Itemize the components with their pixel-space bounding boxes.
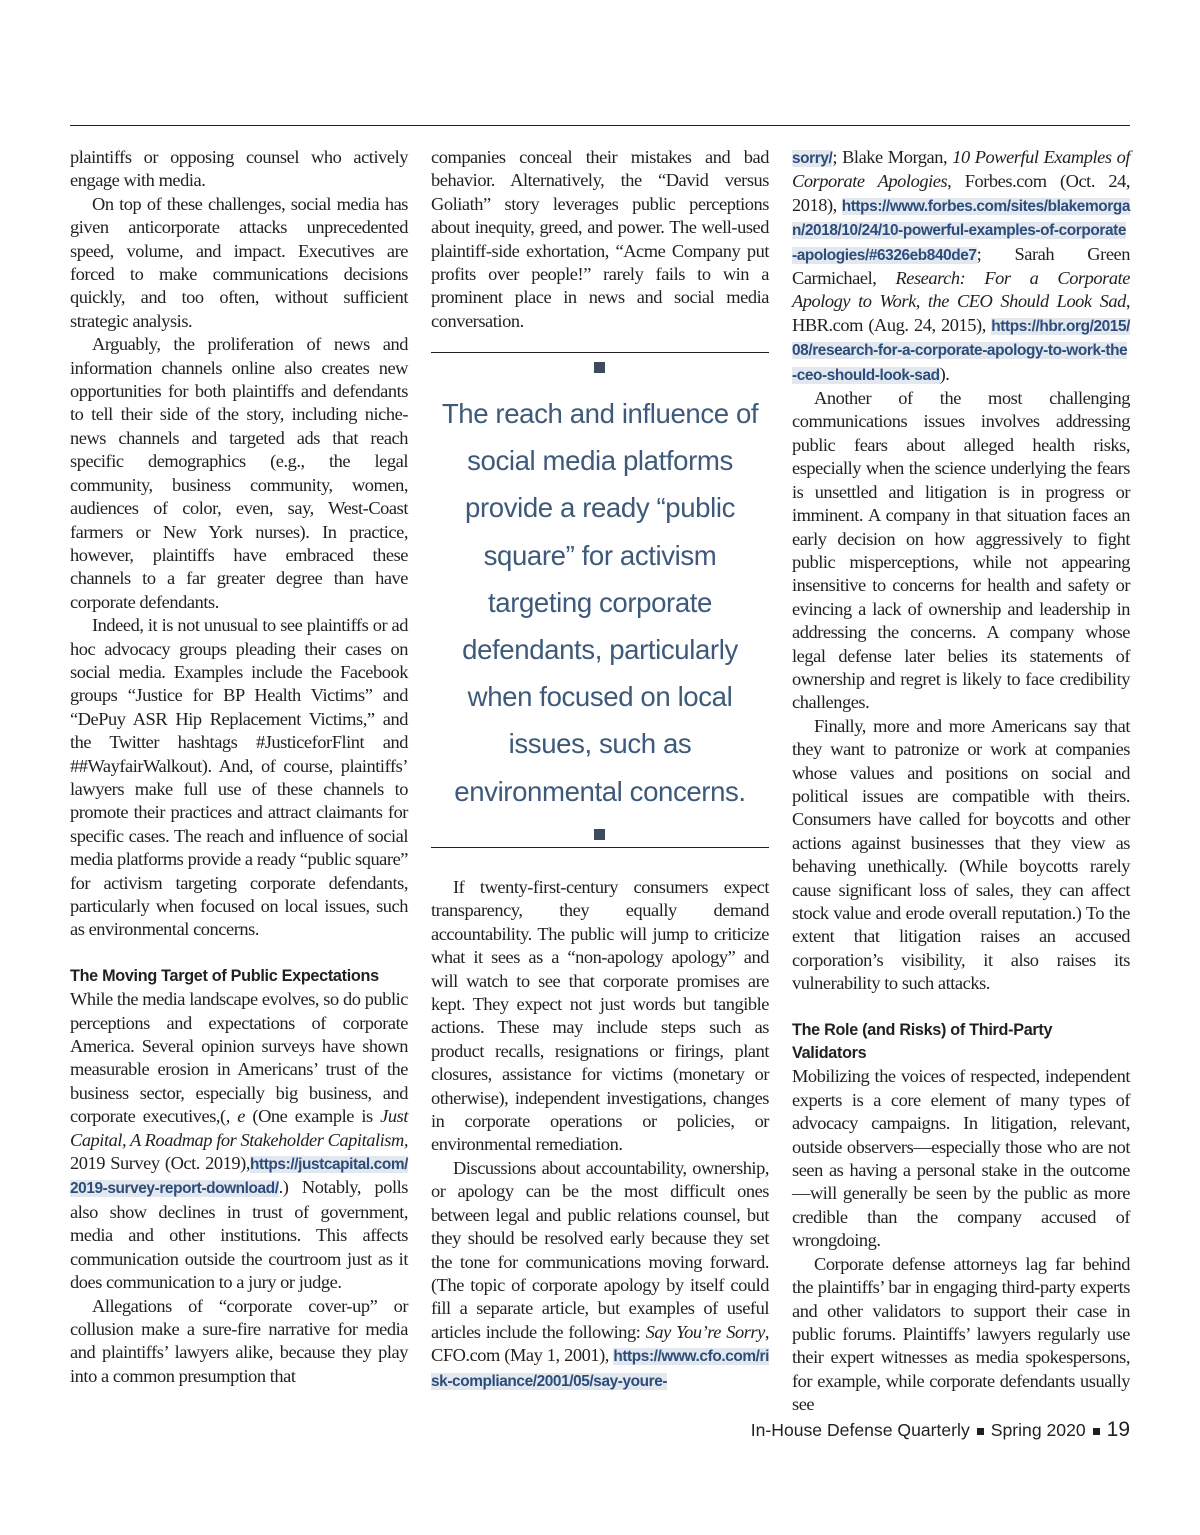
column-1 xyxy=(70,146,408,1388)
section-spacer xyxy=(70,942,408,965)
pull-quote xyxy=(431,352,769,848)
paragraph: On top of these challenges, social media has given anticorporate attacks unprecedented speed, volume, and impact. Executives are forced to make communications decisions quickly, and too often, without sufficient strategic analysis. xyxy=(70,193,408,331)
issue-date: Spring 2020 xyxy=(990,1420,1086,1440)
paragraph: Allegations of “corporate cover-up” or collusion make a sure-fire narrative for media and plaintiffs’ lawyers alike, because they play into a common presumption that xyxy=(70,1295,408,1386)
paragraph: Discussions about accountability, ownership, or apology can be the most difficult ones between legal and public relations counsel, but they should be resolved early because they set the tone for communications moving forward. (The topic of corporate apology by itself could fill a separate article, but examples of useful articles include the following: Say You’re Sorry, CFO.com (May 1, 2001), https://www.cfo.com/risk-compliance/2001/05/say-youre- xyxy=(431,1157,769,1390)
top-rule xyxy=(70,125,1130,126)
url-link[interactable]: https://hbr.org/2015/08/research-for-a-corporate-apology-to-work-the-ceo-should-look-sad xyxy=(792,317,1130,384)
paragraph: Indeed, it is not unusual to see plaintiffs or ad hoc advocacy groups pleading their cases on social media. Examples include the Facebook groups “Justice for BP Health Victims” and “DePuy ASR Hip Replacement Victims,” and the Twitter hashtags #JusticeforFlint and ##WayfairWalkout). And, of course, plaintiffs’ lawyers make full use of these channels to promote their practices and attract claimants for specific cases. The reach and influence of social media platforms provide a ready “public square” for activism targeting corporate defendants, particularly when focused on local issues, such as environmental concerns. xyxy=(70,615,408,940)
url-link[interactable]: https://justcapital.com/2019-survey-report-download/ xyxy=(70,1156,408,1198)
column-3 xyxy=(792,146,1130,1417)
pull-quote-top-rule xyxy=(431,352,769,353)
square-ornament-icon xyxy=(594,829,605,840)
paragraph: Finally, more and more Americans say that they want to patronize or work at companies whose values and positions on social and political issues are compatible with theirs. Consumers have called for boycotts and other actions against businesses that they view as behaving unethically. (While boycotts rarely cause significant loss of sales, they can affect stock value and erode overall reputation.) To the extent that litigation raises an accused corporation’s visibility, it also raises its vulnerability to such attacks. xyxy=(792,715,1130,994)
column-2-continued xyxy=(431,876,769,1393)
section-spacer xyxy=(792,996,1130,1019)
paragraph: While the media landscape evolves, so do public perceptions and expectations of corporate America. Several opinion surveys have shown measurable erosion in Americans’ trust of the business sector, especially big business, and corporate executives,(, e (One example is Just Capital, A Roadmap for Stakeholder Capitalism, 2019 Survey (Oct. 2019),https://justcapital.com/2019-survey-report-download/.) Notably, polls also show declines in trust of government, media and other institutions. This affects communication outside the courtroom just as it does communication to a jury or judge. xyxy=(70,989,408,1293)
page-footer xyxy=(751,1418,1130,1442)
section-heading: The Role (and Risks) of Third-Party Validators xyxy=(792,1020,1053,1063)
url-link[interactable]: sorry/ xyxy=(792,150,833,167)
paragraph: Another of the most challenging communications issues involves addressing public fears about alleged health risks, especially when the science underlying the fears is unsettled and litigation is in progress or imminent. A company in that situation faces an early decision on how aggressively to fight public misperceptions, while not appearing insensitive to concerns for health and safety or evincing a lack of ownership and leadership in addressing the concerns. A company whose legal defense later belies its statements of ownership and regret is likely to face credibility challenges. xyxy=(792,388,1130,713)
url-link[interactable]: https://www.forbes.com/sites/blakemorgan/2018/10/24/10-powerful-examples-of-corporate-apologies/#6326eb840de7 xyxy=(792,197,1130,264)
pull-quote-text: The reach and influence of social media platforms provide a ready “public square” for activism targeting corporate defendants, particularly when focused on local issues, such as environmental concerns. xyxy=(441,398,759,807)
column-2 xyxy=(431,146,769,333)
bullet-separator-icon xyxy=(977,1428,984,1435)
paragraph: companies conceal their mistakes and bad behavior. Alternatively, the “David versus Goliath” story leverages public perceptions about inequity, greed, and power. The well-used plaintiff-side exhortation, “Acme Company put profits over people!” rarely fails to win a prominent place in news and social media conversation. xyxy=(431,147,769,331)
url-link[interactable]: https://www.cfo.com/risk-compliance/2001/05/say-youre- xyxy=(431,1348,769,1390)
section-heading: The Moving Target of Public Expectations xyxy=(70,966,379,985)
pull-quote-bottom-rule xyxy=(431,847,769,848)
paragraph: Corporate defense attorneys lag far behind the plaintiffs’ bar in engaging third-party experts and other validators to support their case in public forums. Plaintiffs’ lawyers regularly use their expert witnesses as media spokespersons, for example, while corporate defendants usually see xyxy=(792,1253,1130,1415)
square-ornament-icon xyxy=(594,362,605,373)
bullet-separator-icon xyxy=(1093,1428,1100,1435)
paragraph: Arguably, the proliferation of news and information channels online also creates new opportunities for both plaintiffs and defendants to tell their side of the story, including niche-news channels and targeted ads that reach specific demographics (e.g., the legal community, business community, women, audiences of color, even, say, West-Coast farmers or New York nurses). In practice, however, plaintiffs have embraced these channels to a far greater degree than have corporate defendants. xyxy=(70,334,408,612)
paragraph: Mobilizing the voices of respected, independent experts is a core element of many types of advocacy campaigns. In litigation, relevant, outside observers—especially those who are not seen as having a personal stake in the outcome—will generally be seen by the public as more credible than the company accused of wrongdoing. xyxy=(792,1066,1130,1251)
paragraph: plaintiffs or opposing counsel who actively engage with media. xyxy=(70,147,408,191)
paragraph: sorry/; Blake Morgan, 10 Powerful Examples of Corporate Apologies, Forbes.com (Oct. 24, 2018), https://www.forbes.com/sites/blakemorgan/2018/10/24/10-powerful-examples-of-corporate-apologies/#6326eb840de7; Sarah Green Carmichael, Research: For a Corporate Apology to Work, the CEO Should Look Sad, HBR.com (Aug. 24, 2015), https://hbr.org/2015/08/research-for-a-corporate-apology-to-work-the-ceo-should-look-sad). xyxy=(792,147,1131,384)
publication-name: In-House Defense Quarterly xyxy=(750,1420,970,1440)
page-number: 19 xyxy=(1106,1418,1130,1441)
paragraph: If twenty-first-century consumers expect transparency, they equally demand accountability. The public will jump to criticize what it sees as a “non-apology apology” and will watch to see that corporate promises are kept. They expect not just words but tangible actions. These may include steps such as product recalls, resignations or firings, plant closures, assistance for victims (monetary or otherwise), independent investigations, changes in corporate operations or policies, or environmental remediation. xyxy=(431,877,769,1155)
